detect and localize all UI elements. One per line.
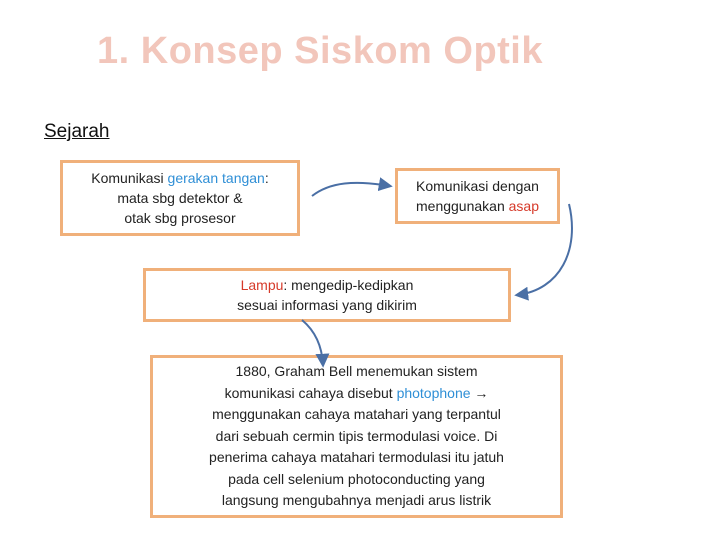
- connector-gestures-to-smoke: [312, 183, 390, 196]
- connector-lamp-to-photophone: [302, 320, 323, 365]
- box-photophone-line7: langsung mengubahnya menjadi arus listrik: [221, 492, 492, 509]
- box-smoke-line1: Komunikasi dengan: [416, 178, 539, 194]
- box-photophone-line3: menggunakan cahaya matahari yang terpantul: [212, 406, 501, 423]
- box-photophone-line2-prefix: komunikasi cahaya disebut: [224, 384, 397, 401]
- connector-smoke-to-lamp: [517, 204, 572, 295]
- box-photophone-line6: pada cell selenium photoconducting yang: [228, 470, 485, 487]
- box-photophone-line1: 1880, Graham Bell menemukan sistem: [235, 362, 478, 379]
- box-photophone-line5: penerima cahaya matahari termodulasi itu jatuh: [209, 449, 504, 466]
- box-photophone-highlight: photophone: [396, 384, 471, 401]
- box-gestures-highlight: gerakan tangan: [167, 170, 265, 186]
- box-lamp-line1-suffix: : mengedip-kedipkan: [283, 277, 414, 293]
- box-gestures-line1-prefix: Komunikasi: [91, 170, 168, 186]
- page-title: 1. Konsep Siskom Optik: [97, 30, 543, 72]
- box-gestures-line2: mata sbg detektor &: [117, 190, 243, 206]
- box-photophone-line4: dari sebuah cermin tipis termodulasi voice. Di: [215, 427, 498, 444]
- box-lamp-line2: sesuai informasi yang dikirim: [237, 297, 417, 313]
- box-smoke-highlight: asap: [508, 198, 539, 214]
- box-smoke-line2-prefix: menggunakan: [416, 198, 509, 214]
- box-gestures-line1-suffix: :: [264, 170, 269, 186]
- section-heading: Sejarah: [44, 121, 110, 142]
- box-gestures-line3: otak sbg prosesor: [124, 210, 236, 226]
- arrow-right-icon: →: [470, 384, 489, 401]
- box-lamp-highlight: Lampu: [240, 277, 284, 293]
